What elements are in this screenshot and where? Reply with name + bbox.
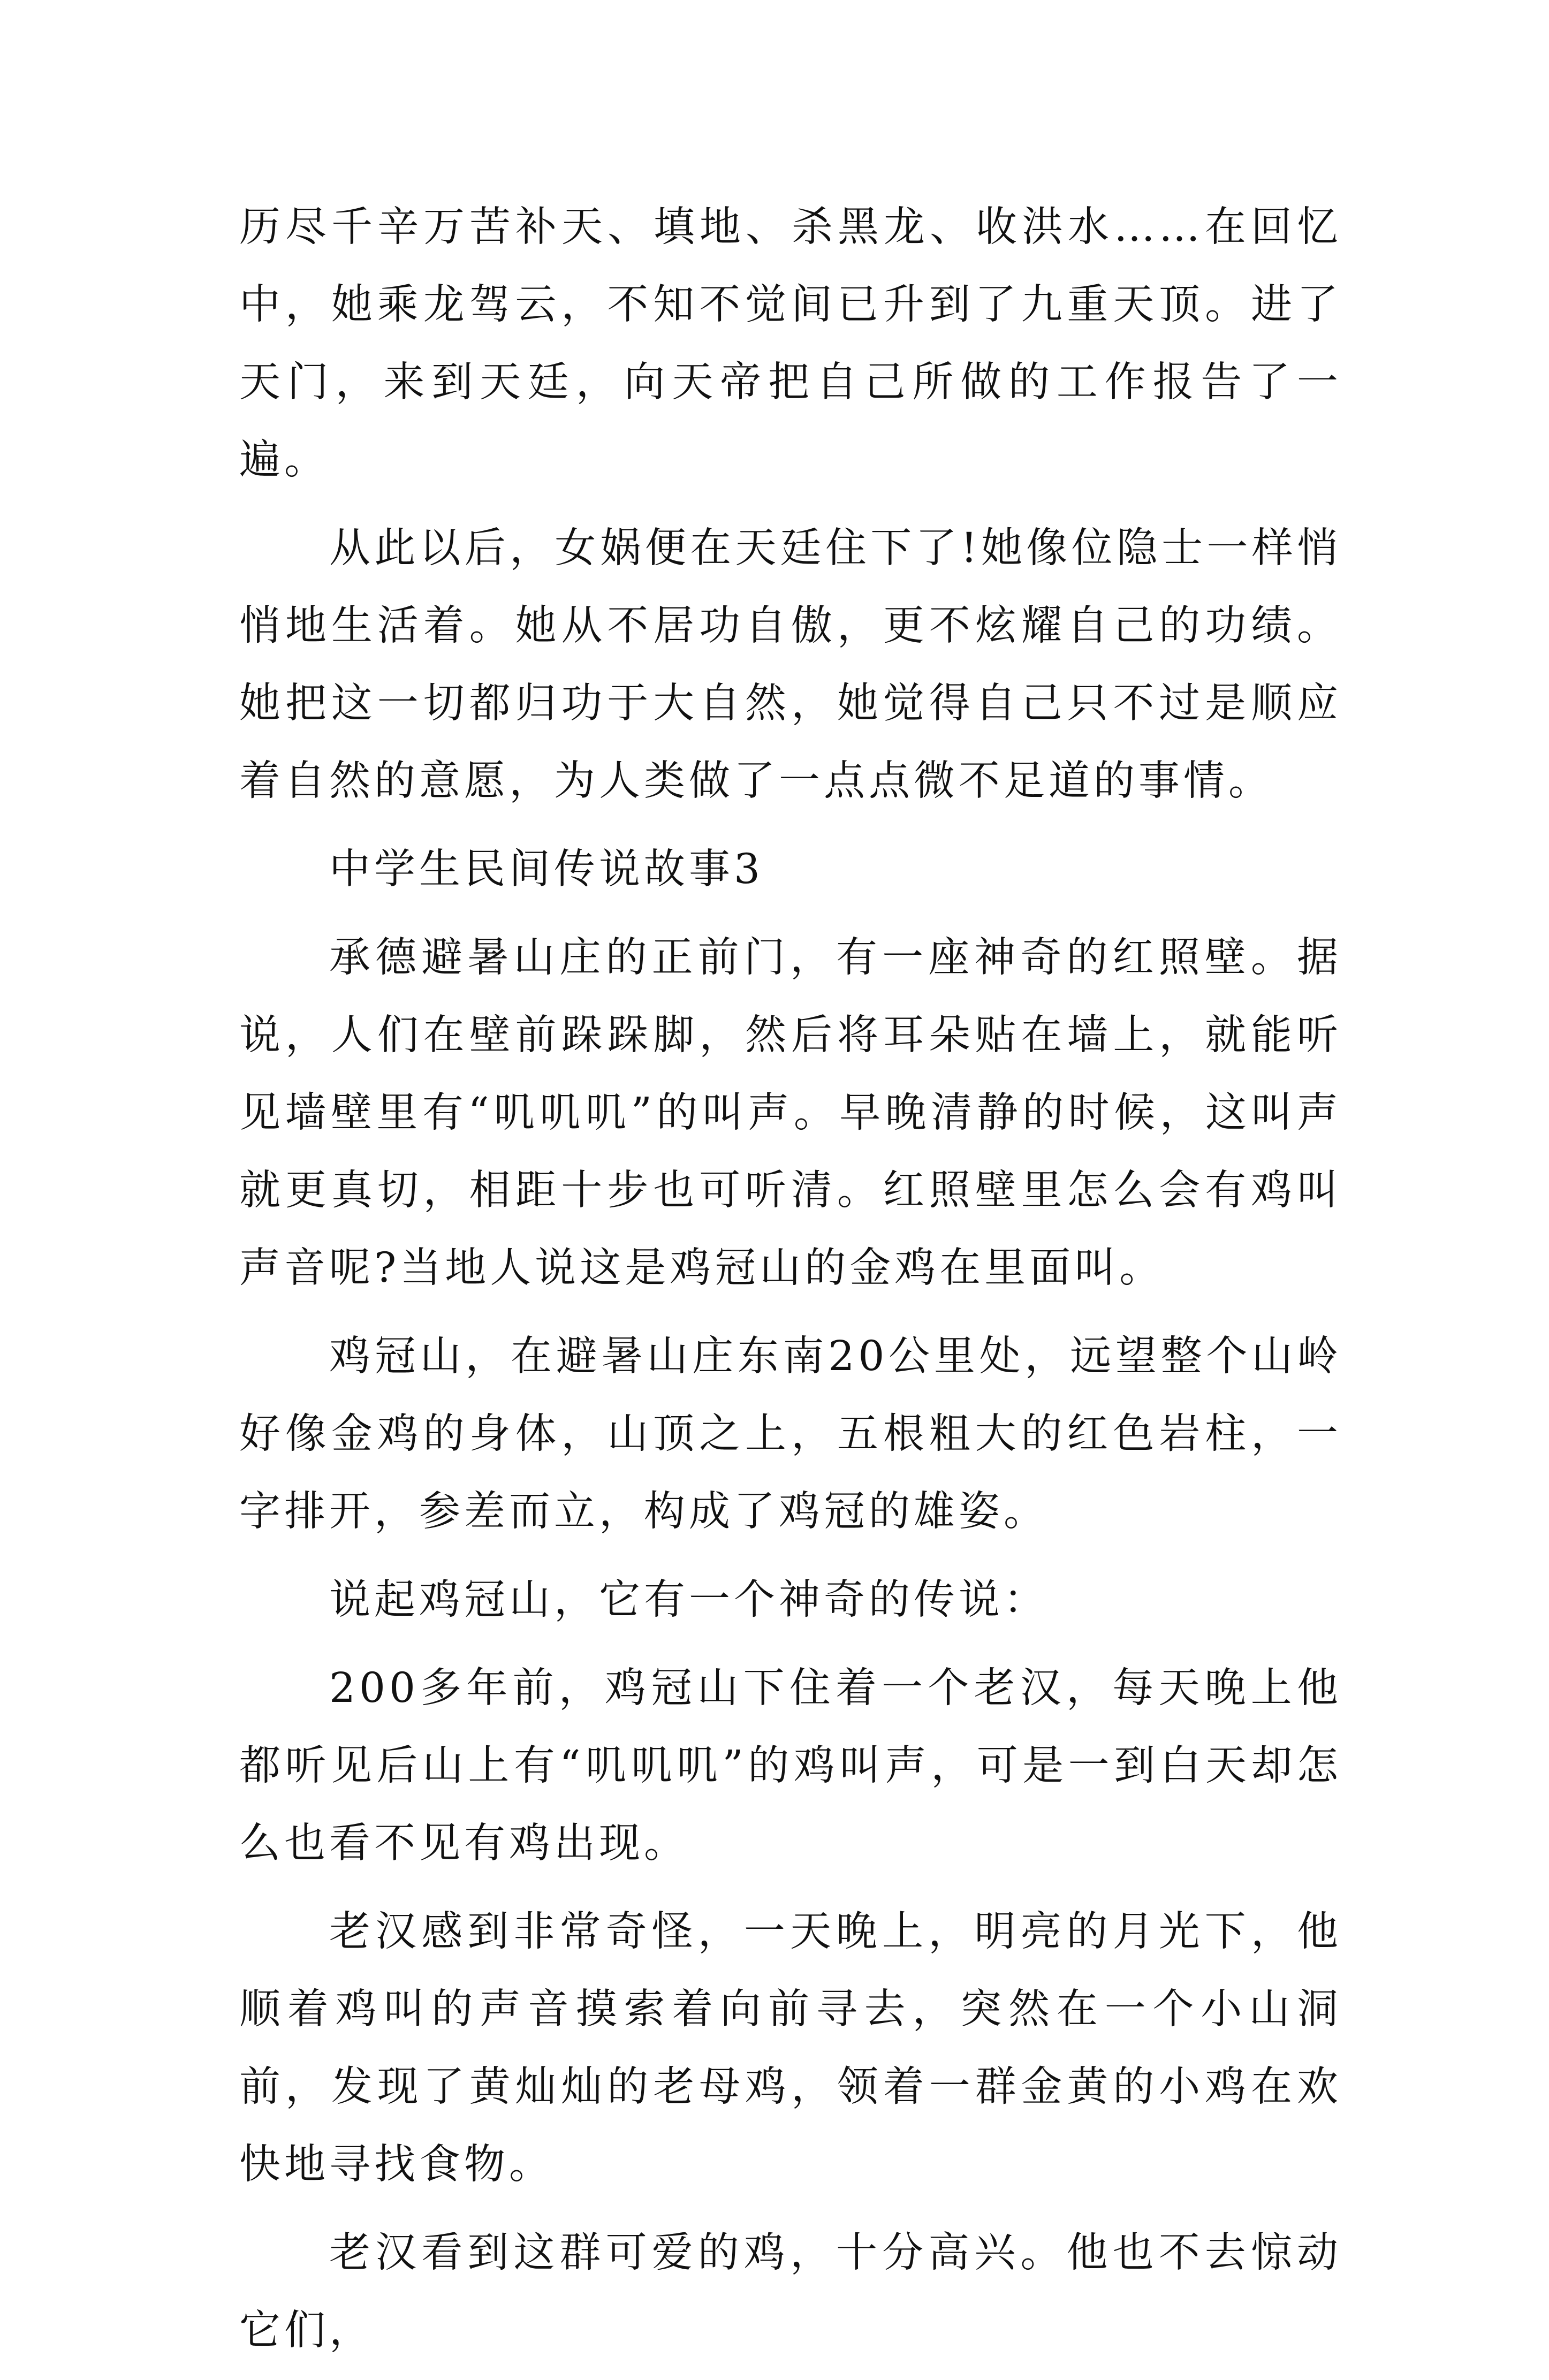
- paragraph: 老汉看到这群可爱的鸡，十分高兴。他也不去惊动它们，: [239, 2229, 1342, 2354]
- paragraph: 老汉感到非常奇怪，一天晚上，明亮的月光下，他顺着鸡叫的声音摸索着向前寻去，突然在一个小山洞前，发现了黄灿灿的老母鸡，领着一群金黄的小鸡在欢快地寻找食物。: [239, 1908, 1342, 2188]
- paragraph: 承德避暑山庄的正前门，有一座神奇的红照壁。据说，人们在壁前跺跺脚，然后将耳朵贴在墙上，就能听见墙壁里有“叽叽叽”的叫声。早晚清静的时候，这叫声就更真切，相距十步也可听清。红照壁里怎么会有鸡叫声音呢?当地人说这是鸡冠山的金鸡在里面叫。: [239, 934, 1342, 1292]
- section-heading: 中学生民间传说故事3: [329, 846, 764, 893]
- document-body: [239, 188, 1342, 2380]
- paragraph: 鸡冠山，在避暑山庄东南20公里处，远望整个山岭好像金鸡的身体，山顶之上，五根粗大的红色岩柱，一字排开，参差而立，构成了鸡冠的雄姿。: [239, 1333, 1342, 1535]
- paragraph: 历尽千辛万苦补天、填地、杀黑龙、收洪水……在回忆中，她乘龙驾云，不知不觉间已升到了九重天顶。进了天门，来到天廷，向天帝把自己所做的工作报告了一遍。: [239, 203, 1342, 484]
- paragraph: 200多年前，鸡冠山下住着一个老汉，每天晚上他都听见后山上有“叽叽叽”的鸡叫声，可是一到白天却怎么也看不见有鸡出现。: [239, 1664, 1342, 1867]
- paragraph: 说起鸡冠山，它有一个神奇的传说：: [329, 1576, 1049, 1624]
- paragraph: 从此以后，女娲便在天廷住下了!她像位隐士一样悄悄地生活着。她从不居功自傲，更不炫耀自己的功绩。她把这一切都归功于大自然，她觉得自己只不过是顺应着自然的意愿，为人类做了一点点微不足道的事情。: [239, 524, 1342, 805]
